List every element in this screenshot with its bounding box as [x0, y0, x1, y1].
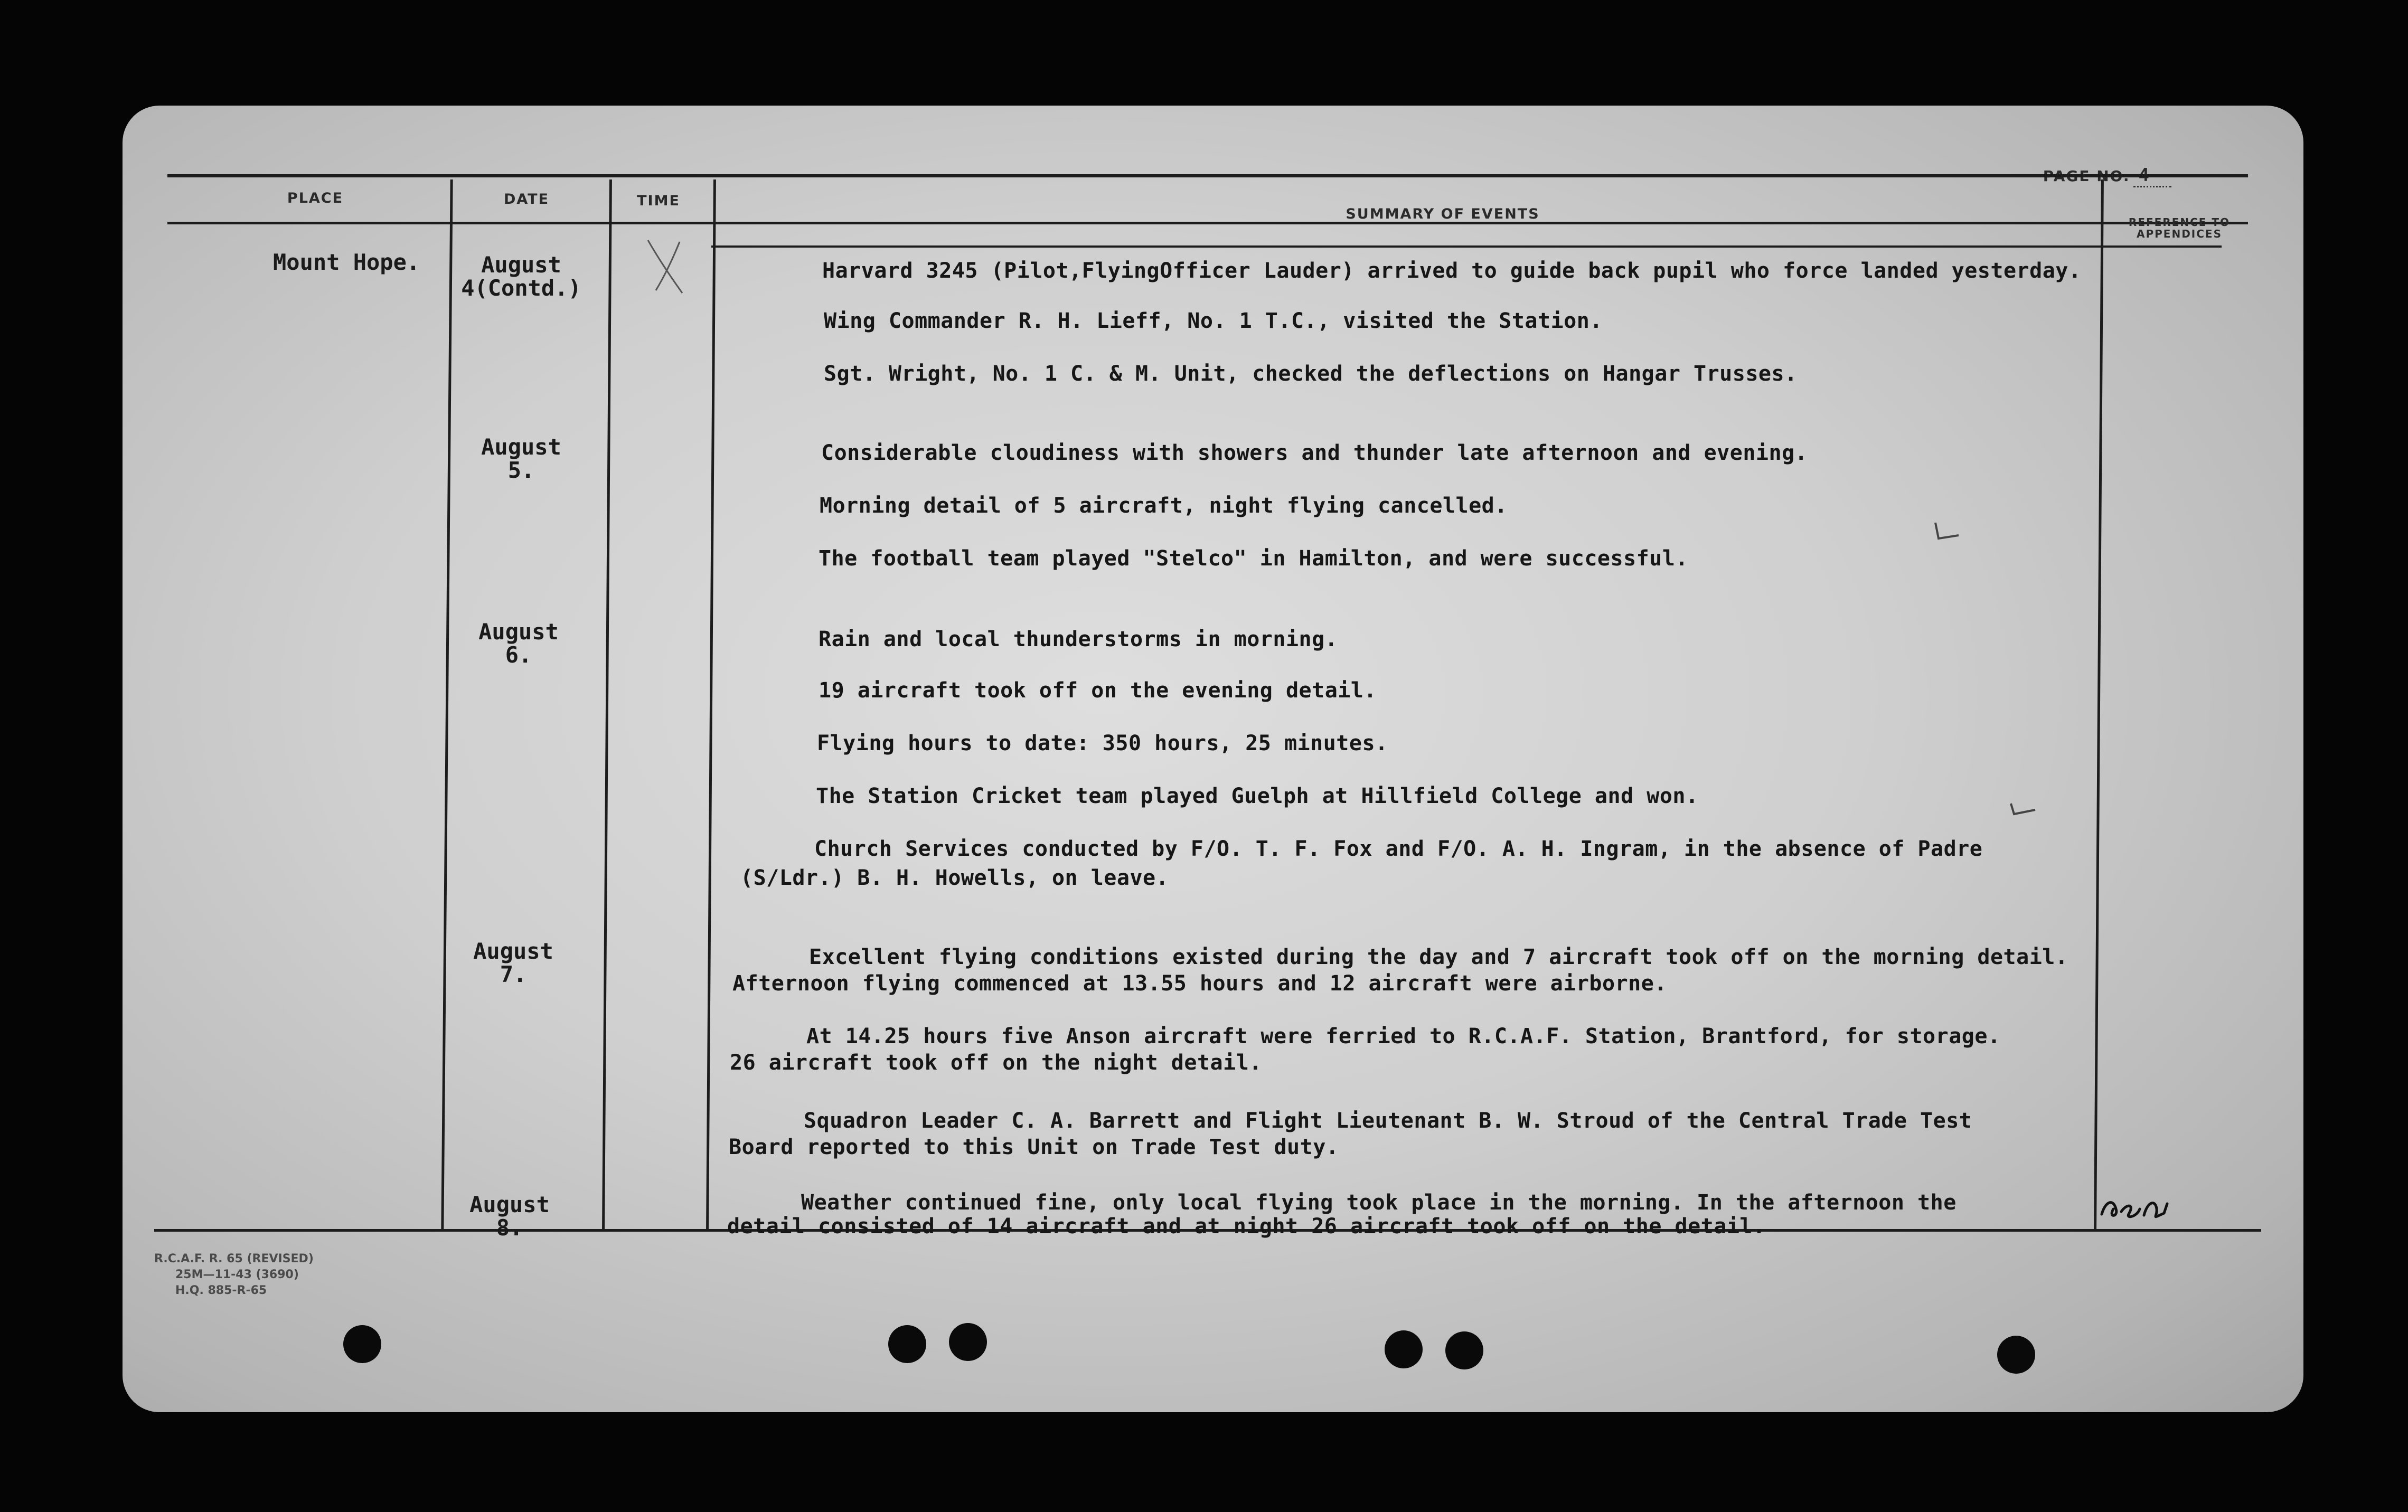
date-month: August: [469, 1192, 550, 1217]
event-line: 26 aircraft took off on the night detail.: [730, 1051, 1262, 1075]
form-hq-code: H.Q. 885-R-65: [175, 1284, 267, 1297]
event-line: Afternoon flying commenced at 13.55 hours and 12 aircraft were airborne.: [732, 971, 1667, 996]
punch-hole: [1385, 1330, 1423, 1368]
form-number: R.C.A.F. R. 65 (REVISED): [154, 1252, 314, 1265]
event-line: Squadron Leader C. A. Barrett and Flight Lieutenant B. W. Stroud of the Central Trade Test: [804, 1109, 1972, 1133]
date-entry-aug-4: [460, 253, 582, 300]
top-rule: [167, 174, 2248, 177]
event-line: Weather continued fine, only local flying took place in the morning. In the afternoon the: [801, 1190, 1956, 1215]
date-month: August: [473, 938, 553, 964]
event-line: Harvard 3245 (Pilot,FlyingOfficer Lauder) arrived to guide back pupil who force landed yesterday.: [822, 259, 2082, 283]
event-line: The football team played "Stelco" in Hamilton, and were successful.: [819, 546, 1688, 571]
event-line: 19 aircraft took off on the evening detail.: [819, 678, 1377, 703]
header-date: DATE: [503, 191, 550, 207]
event-line: detail consisted of 14 aircraft and at night 26 aircraft took off on the detail.: [727, 1214, 1766, 1239]
punch-hole: [888, 1325, 926, 1363]
event-line: Sgt. Wright, No. 1 C. & M. Unit, checked the deflections on Hangar Trusses.: [824, 362, 1798, 386]
event-line: Rain and local thunderstorms in morning.: [819, 627, 1338, 651]
form-print-code: 25M—11-43 (3690): [175, 1268, 299, 1281]
date-day: 6.: [505, 642, 532, 668]
event-line: Board reported to this Unit on Trade Test duty.: [729, 1135, 1339, 1159]
column-divider-place: [441, 179, 453, 1230]
date-entry-aug-8: [449, 1193, 570, 1240]
header-summary: SUMMARY OF EVENTS: [1346, 206, 1540, 222]
event-line: The Station Cricket team played Guelph at Hillfield College and won.: [816, 784, 1699, 808]
event-line: (S/Ldr.) B. H. Howells, on leave.: [740, 866, 1169, 890]
column-divider-summary: [2094, 179, 2104, 1230]
event-line: Flying hours to date: 350 hours, 25 minutes.: [817, 731, 1388, 755]
event-line: Considerable cloudiness with showers and thunder late afternoon and evening.: [821, 441, 1808, 465]
check-mark-icon: [2008, 797, 2039, 818]
header-place: PLACE: [287, 190, 344, 206]
date-day: 7.: [500, 961, 527, 987]
punch-hole: [1445, 1331, 1483, 1369]
event-line: Excellent flying conditions existed during the day and 7 aircraft took off on the morning detail.: [809, 945, 2068, 969]
place-entry: Mount Hope.: [273, 249, 420, 275]
header-reference: REFERENCE TO APPENDICES: [2128, 216, 2231, 240]
check-mark-icon: [1931, 517, 1963, 544]
punch-hole: [1997, 1336, 2035, 1374]
form-footer: [154, 1251, 314, 1299]
header-rule-right: [711, 245, 2222, 248]
event-line: Morning detail of 5 aircraft, night flying cancelled.: [820, 494, 1508, 518]
column-divider-date: [602, 179, 612, 1230]
date-entry-aug-6: [458, 620, 579, 667]
punch-hole: [949, 1323, 987, 1361]
date-day: 8.: [496, 1215, 523, 1241]
date-month: August: [481, 434, 561, 460]
initials-signature: [2097, 1193, 2171, 1225]
event-line: Wing Commander R. H. Lieff, No. 1 T.C., visited the Station.: [824, 309, 1603, 333]
punch-hole: [343, 1325, 381, 1363]
date-day: 4(Contd.): [461, 275, 581, 301]
date-month: August: [481, 252, 561, 278]
date-entry-aug-7: [453, 940, 574, 986]
date-entry-aug-5: [460, 436, 582, 482]
event-line: At 14.25 hours five Anson aircraft were ferried to R.C.A.F. Station, Brantford, for storage.: [806, 1024, 2001, 1048]
pencil-x-mark: [643, 238, 690, 296]
event-line: Church Services conducted by F/O. T. F. Fox and F/O. A. H. Ingram, in the absence of Padre: [814, 837, 1983, 861]
date-month: August: [478, 619, 559, 645]
column-divider-time: [706, 179, 716, 1230]
document-sheet: [123, 106, 2303, 1412]
date-day: 5.: [507, 457, 535, 483]
header-time: TIME: [637, 193, 680, 209]
